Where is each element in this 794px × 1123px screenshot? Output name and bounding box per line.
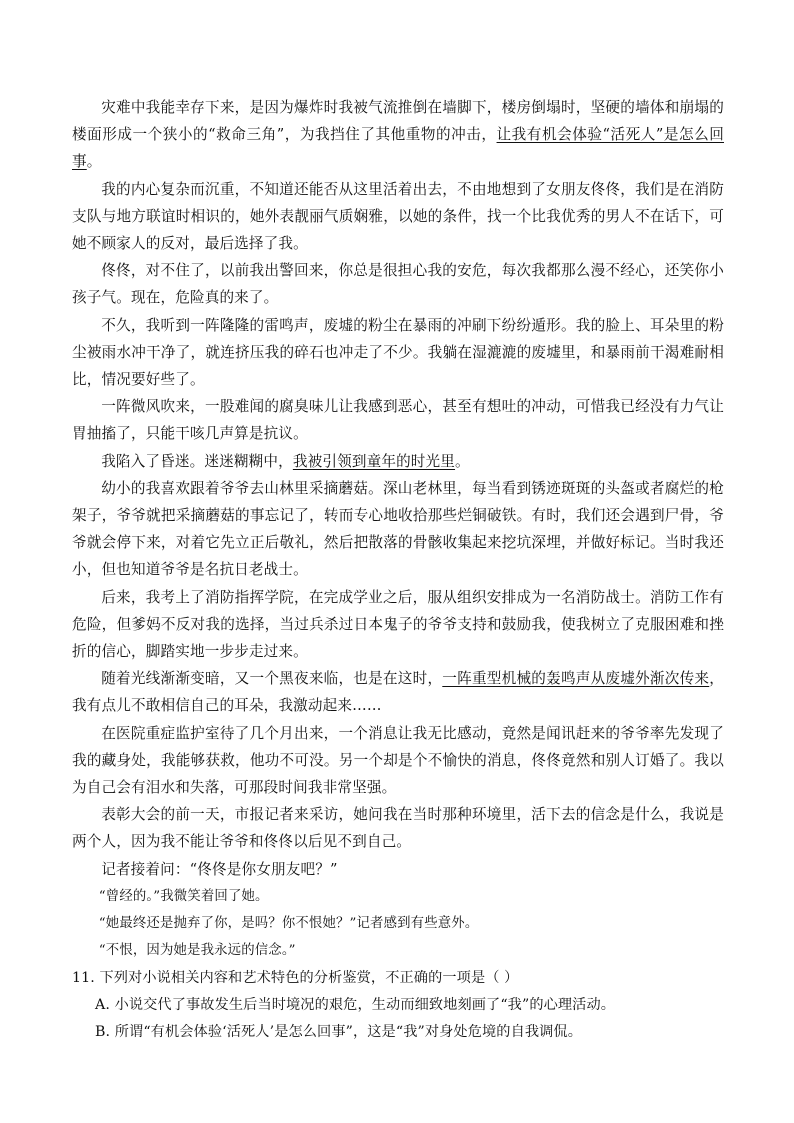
paragraph-6-text: 我陷入了昏迷。迷迷糊糊中， — [101, 452, 293, 470]
paragraph-15: “不恨，因为她是我永远的信念。” — [98, 943, 296, 959]
question-11-option-a: A. 小说交代了事故发生后当时境况的艰危，生动而细致地刻画了“我”的心理活动。 — [95, 996, 616, 1013]
paragraph-9 — [72, 665, 724, 719]
question-11-stem: 11. 下列对小说相关内容和艺术特色的分析鉴赏，不正确的一项是（ ） — [72, 969, 519, 986]
paragraph-10: 在医院重症监护室待了几个月出来，一个消息让我无比感动，竟然是闻讯赶来的爷爷率先发现了我的藏身处，我能够获救，他功不可没。另一个却是个不愉快的消息，佟佟竟然和别人订婚了。我以为自己会有泪水和失落，可那段时间我非常坚强。 — [72, 724, 724, 797]
paragraph-9-end: ，我有点儿不敢相信自己的耳朵，我激动起来…… — [72, 670, 725, 715]
paragraph-4: 不久，我听到一阵隆隆的雷鸣声，废墟的粉尘在暴雨的冲刷下纷纷遁形。我的脸上、耳朵里的粉尘被雨水冲干净了，就连挤压我的碎石也冲走了不少。我躺在湿漉漉的废墟里，和暴雨前干渴难耐相比，情况要好些了。 — [72, 316, 724, 389]
document-body — [72, 94, 724, 1046]
paragraph-14: “她最终还是抛弃了你，是吗？你不恨她？”记者感到有些意外。 — [98, 916, 479, 932]
paragraph-1-text: 灾难中我能幸存下来，是因为爆炸时我被气流推倒在墙脚下，楼房倒塌时，坚硬的墙体和崩塌的楼面形成一个狭小的“救命三角”，为我挡住了其他重物的冲击， — [72, 99, 724, 144]
paragraph-7: 幼小的我喜欢跟着爷爷去山林里采摘蘑菇。深山老林里，每当看到锈迹斑斑的头盔或者腐烂的枪架子，爷爷就把采摘蘑菇的事忘记了，转而专心地收拾那些烂铜破铁。有时，我们还会遇到尸骨，爷爷就会停下来，对着它先立正后敬礼，然后把散落的骨骸收集起来挖坑深埋，并做好标记。当时我还小，但也知道爷爷是名抗日老战士。 — [72, 479, 724, 579]
underlined-phrase-3: 一阵重型机械的轰鸣声从废墟外渐次传来 — [442, 670, 710, 688]
paragraph-6-end: 。 — [455, 452, 470, 470]
paragraph-1 — [72, 94, 724, 176]
paragraph-12: 记者接着问：“佟佟是你女朋友吧？” — [101, 860, 338, 878]
paragraph-11: 表彰大会的前一天，市报记者来采访，她问我在当时那种环境里，活下去的信念是什么，我说是两个人，因为我不能让爷爷和佟佟以后见不到自己。 — [72, 806, 724, 851]
paragraph-3: 佟佟，对不住了，以前我出警回来，你总是很担心我的安危，每次我都那么漫不经心，还笑你小孩子气。现在，危险真的来了。 — [72, 262, 724, 307]
paragraph-6 — [72, 448, 724, 475]
underlined-phrase-1: 让我有机会体验“活死人”是怎么回事 — [72, 126, 724, 171]
paragraph-2: 我的内心复杂而沉重，不知道还能否从这里活着出去，不由地想到了女朋友佟佟，我们是在消防支队与地方联谊时相识的，她外表靓丽气质娴雅，以她的条件，找一个比我优秀的男人不在话下，可她不顾家人的反对，最后选择了我。 — [72, 180, 724, 253]
paragraph-1-end: 。 — [86, 153, 102, 171]
underlined-phrase-2: 我被引领到童年的时光里 — [292, 452, 456, 470]
paragraph-5: 一阵微风吹来，一股难闻的腐臭味儿让我感到恶心，甚至有想吐的冲动，可惜我已经没有力气让胃抽搐了，只能干咳几声算是抗议。 — [72, 398, 724, 443]
paragraph-8: 后来，我考上了消防指挥学院，在完成学业之后，服从组织安排成为一名消防战士。消防工作有危险，但爹妈不反对我的选择，当过兵杀过日本鬼子的爷爷支持和鼓励我，使我树立了克服困难和挫折的信心，脚踏实地一步步走过来。 — [72, 588, 724, 661]
paragraph-13: “曾经的。”我微笑着回了她。 — [98, 888, 269, 904]
paragraph-9-text: 随着光线渐渐变暗，又一个黑夜来临，也是在这时， — [101, 670, 443, 688]
question-11-option-b: B. 所谓“有机会体验‘活死人’是怎么回事”，这是“我”对身处危境的自我调侃。 — [95, 1023, 583, 1040]
